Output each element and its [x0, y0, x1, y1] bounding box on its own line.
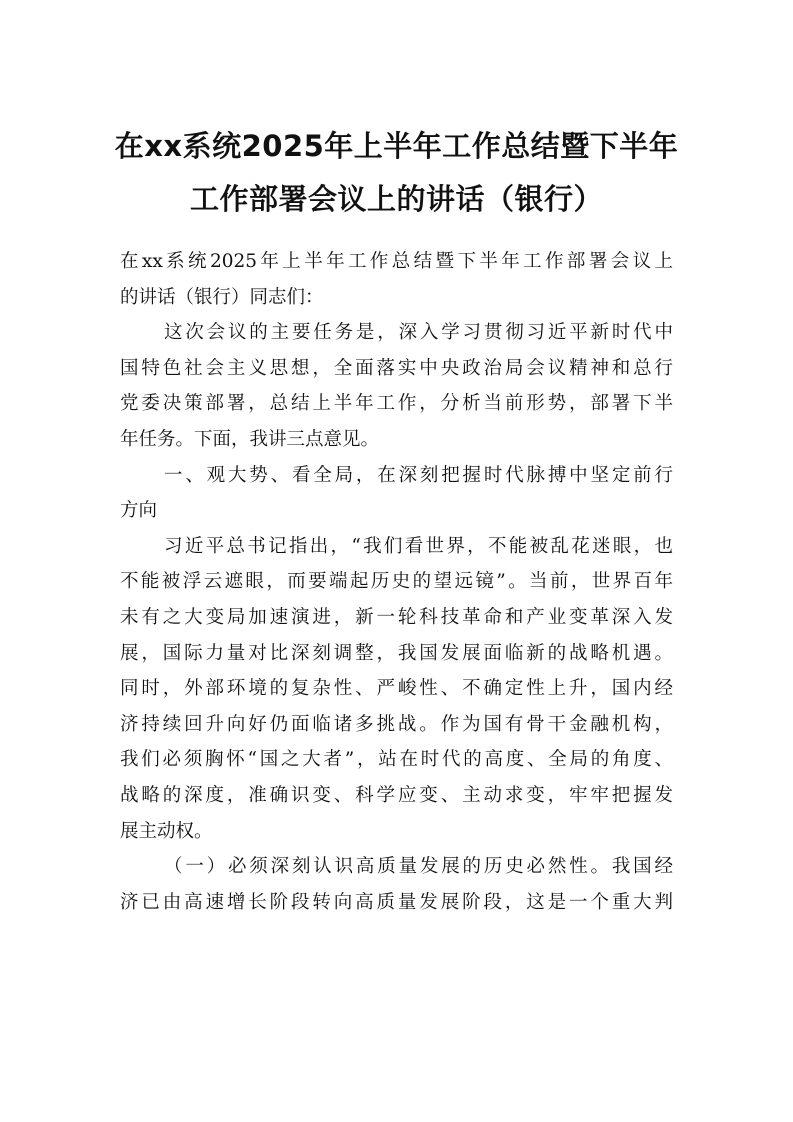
text-line: 未有之大变局加速演进，新一轮科技革命和产业变革深入发 — [120, 606, 673, 628]
text-line: 方向 — [120, 500, 158, 522]
text-line: 展，国际力量对比深刻调整，我国发展面临新的战略机遇。 — [120, 642, 673, 664]
section-heading-one — [120, 458, 673, 529]
text-line: 国特色社会主义思想，全面落实中央政治局会议精神和总行 — [120, 357, 673, 379]
text-line: 不能被浮云遮眼，而要端起历史的望远镜”。当前，世界百年 — [120, 571, 673, 593]
text-line: 济已由高速增长阶段转向高质量发展阶段，这是一个重大判 — [120, 891, 673, 913]
title-line: 工作部署会议上的讲话（银行） — [189, 182, 603, 216]
paragraph-world-situation — [120, 529, 673, 849]
text-line: 我们必须胸怀“国之大者”，站在时代的高度、全局的角度、 — [120, 749, 673, 771]
subsection-one — [120, 849, 673, 920]
title-line: 在xx系统2025年上半年工作总结暨下半年 — [114, 129, 679, 163]
text-line: 习近平总书记指出，“我们看世界，不能被乱花迷眼，也 — [164, 535, 673, 557]
text-line: 的讲话（银行）同志们： — [120, 286, 324, 308]
paragraph-intro — [120, 244, 673, 315]
text-line: 一、观大势、看全局，在深刻把握时代脉搏中坚定前行 — [164, 464, 673, 486]
text-line: 济持续回升向好仍面临诸多挑战。作为国有骨干金融机构， — [120, 713, 673, 735]
document-title — [100, 120, 693, 226]
text-line: 战略的深度，准确识变、科学应变、主动求变，牢牢把握发 — [120, 784, 673, 806]
text-line: 展主动权。 — [120, 820, 213, 842]
paragraph-main-tasks — [120, 315, 673, 457]
text-line: 同时，外部环境的复杂性、严峻性、不确定性上升，国内经 — [120, 678, 673, 700]
text-line: 年任务。下面，我讲三点意见。 — [120, 428, 380, 450]
text-line: 这次会议的主要任务是，深入学习贯彻习近平新时代中 — [164, 322, 673, 344]
text-line: 在xx系统2025年上半年工作总结暨下半年工作部署会议上 — [120, 251, 673, 272]
text-line: 党委决策部署，总结上半年工作，分析当前形势，部署下半 — [120, 393, 673, 415]
document-body — [120, 244, 673, 920]
text-line: （一）必须深刻认识高质量发展的历史必然性。我国经 — [164, 856, 673, 878]
